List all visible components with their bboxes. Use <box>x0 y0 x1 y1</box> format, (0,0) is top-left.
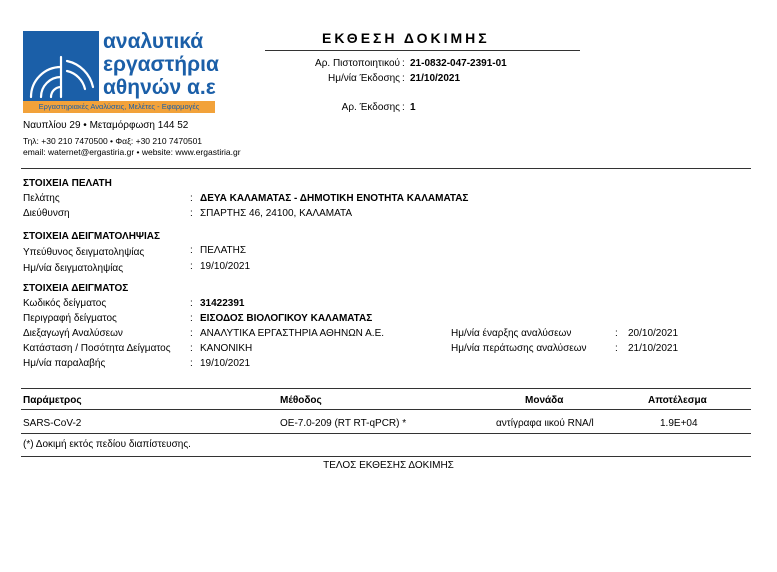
issue-no-value: 1 <box>410 102 416 113</box>
cert-value: 21-0832-047-2391-01 <box>410 58 507 69</box>
sample-code-value: 31422391 <box>200 298 245 309</box>
sample-desc-value: ΕΙΣΟΔΟΣ ΒΙΟΛΟΓΙΚΟΥ ΚΑΛΑΜΑΤΑΣ <box>200 313 373 324</box>
logo-waves-icon <box>23 31 99 102</box>
header-divider <box>21 168 751 169</box>
col-header-result: Αποτέλεσμα <box>648 395 707 406</box>
company-name-line-3: αθηνών α.ε <box>103 76 216 99</box>
analysis-start-label: Ημ/νία έναρξης αναλύσεων <box>451 328 572 339</box>
company-contact: email: waternet@ergastiria.gr • website: www.ergastiria.gr <box>23 147 241 157</box>
analysis-lab-value: ΑΝΑΛΥΤΙΚΑ ΕΡΓΑΣΤΗΡΙΑ ΑΘΗΝΩΝ Α.Ε. <box>200 328 385 339</box>
address-value: ΣΠΑΡΤΗΣ 46, 24100, ΚΑΛΑΜΑΤΑ <box>200 208 353 219</box>
col-header-unit: Μονάδα <box>525 395 564 406</box>
company-tagline: Εργαστηριακές Αναλύσεις, Μελέτες - Εφαρμογές <box>23 101 215 113</box>
sampling-date-value: 19/10/2021 <box>200 261 251 272</box>
result-method: ΟΕ-7.0-209 (RT RT-qPCR) * <box>280 418 407 429</box>
result-unit: αντίγραφα ιικού RNA/l <box>496 418 594 429</box>
company-phones: Τηλ: +30 210 7470500 • Φαξ: +30 210 7470501 <box>23 136 203 146</box>
title-divider <box>265 50 580 51</box>
company-address: Ναυπλίου 29 • Μεταμόρφωση 144 52 <box>23 120 189 131</box>
table-top-divider <box>21 388 751 389</box>
client-heading: ΣΤΟΙΧΕΙΑ ΠΕΛΑΤΗ <box>23 178 112 189</box>
footer-divider <box>21 456 751 457</box>
col-header-parameter: Παράμετρος <box>23 395 82 406</box>
company-logo-mark <box>23 31 99 102</box>
table-bottom-divider <box>21 433 751 434</box>
col-header-method: Μέθοδος <box>280 395 322 406</box>
receipt-date-value: 19/10/2021 <box>200 358 251 369</box>
sample-code-label: Κωδικός δείγματος <box>23 298 107 309</box>
sample-heading: ΣΤΟΙΧΕΙΑ ΔΕΙΓΜΑΤΟΣ <box>23 283 129 294</box>
issue-date-value: 21/10/2021 <box>410 73 461 84</box>
report-title: ΕΚΘΕΣΗ ΔΟΚΙΜΗΣ <box>322 30 490 46</box>
result-parameter: SARS-CoV-2 <box>23 418 82 429</box>
sampler-label: Υπεύθυνος δειγματοληψίας <box>23 247 145 258</box>
cert-label: Αρ. Πιστοποιητικού <box>315 58 400 69</box>
analysis-start-value: 20/10/2021 <box>628 328 679 339</box>
issue-no-label: Αρ. Έκδοσης <box>341 102 400 113</box>
client-value: ΔΕΥΑ ΚΑΛΑΜΑΤΑΣ - ΔΗΜΟΤΙΚΗ ΕΝΟΤΗΤΑ ΚΑΛΑΜΑΤΑΣ <box>200 193 469 204</box>
sample-state-label: Κατάσταση / Ποσότητα Δείγματος <box>23 343 171 354</box>
result-value: 1.9E+04 <box>660 418 698 429</box>
analysis-end-value: 21/10/2021 <box>628 343 679 354</box>
company-name-line-1: αναλυτικά <box>103 30 204 53</box>
sample-state-value: ΚΑΝΟΝΙΚΗ <box>200 343 253 354</box>
report-end-text: ΤΕΛΟΣ ΕΚΘΕΣΗΣ ΔΟΚΙΜΗΣ <box>323 460 454 471</box>
analysis-end-label: Ημ/νία περάτωσης αναλύσεων <box>451 343 587 354</box>
receipt-date-label: Ημ/νία παραλαβής <box>23 358 106 369</box>
table-header-divider <box>21 409 751 410</box>
sampler-value: ΠΕΛΑΤΗΣ <box>200 245 247 256</box>
sample-desc-label: Περιγραφή δείγματος <box>23 313 117 324</box>
sampling-heading: ΣΤΟΙΧΕΙΑ ΔΕΙΓΜΑΤΟΛΗΨΙΑΣ <box>23 231 161 242</box>
analysis-lab-label: Διεξαγωγή Αναλύσεων <box>23 328 123 339</box>
address-label: Διεύθυνση <box>23 208 70 219</box>
sampling-date-label: Ημ/νία δειγματοληψίας <box>23 263 124 274</box>
client-label: Πελάτης <box>23 193 60 204</box>
issue-date-label: Ημ/νία Έκδοσης <box>328 73 400 84</box>
company-name-line-2: εργαστήρια <box>103 53 219 76</box>
footnote: (*) Δοκιμή εκτός πεδίου διαπίστευσης. <box>23 439 191 450</box>
